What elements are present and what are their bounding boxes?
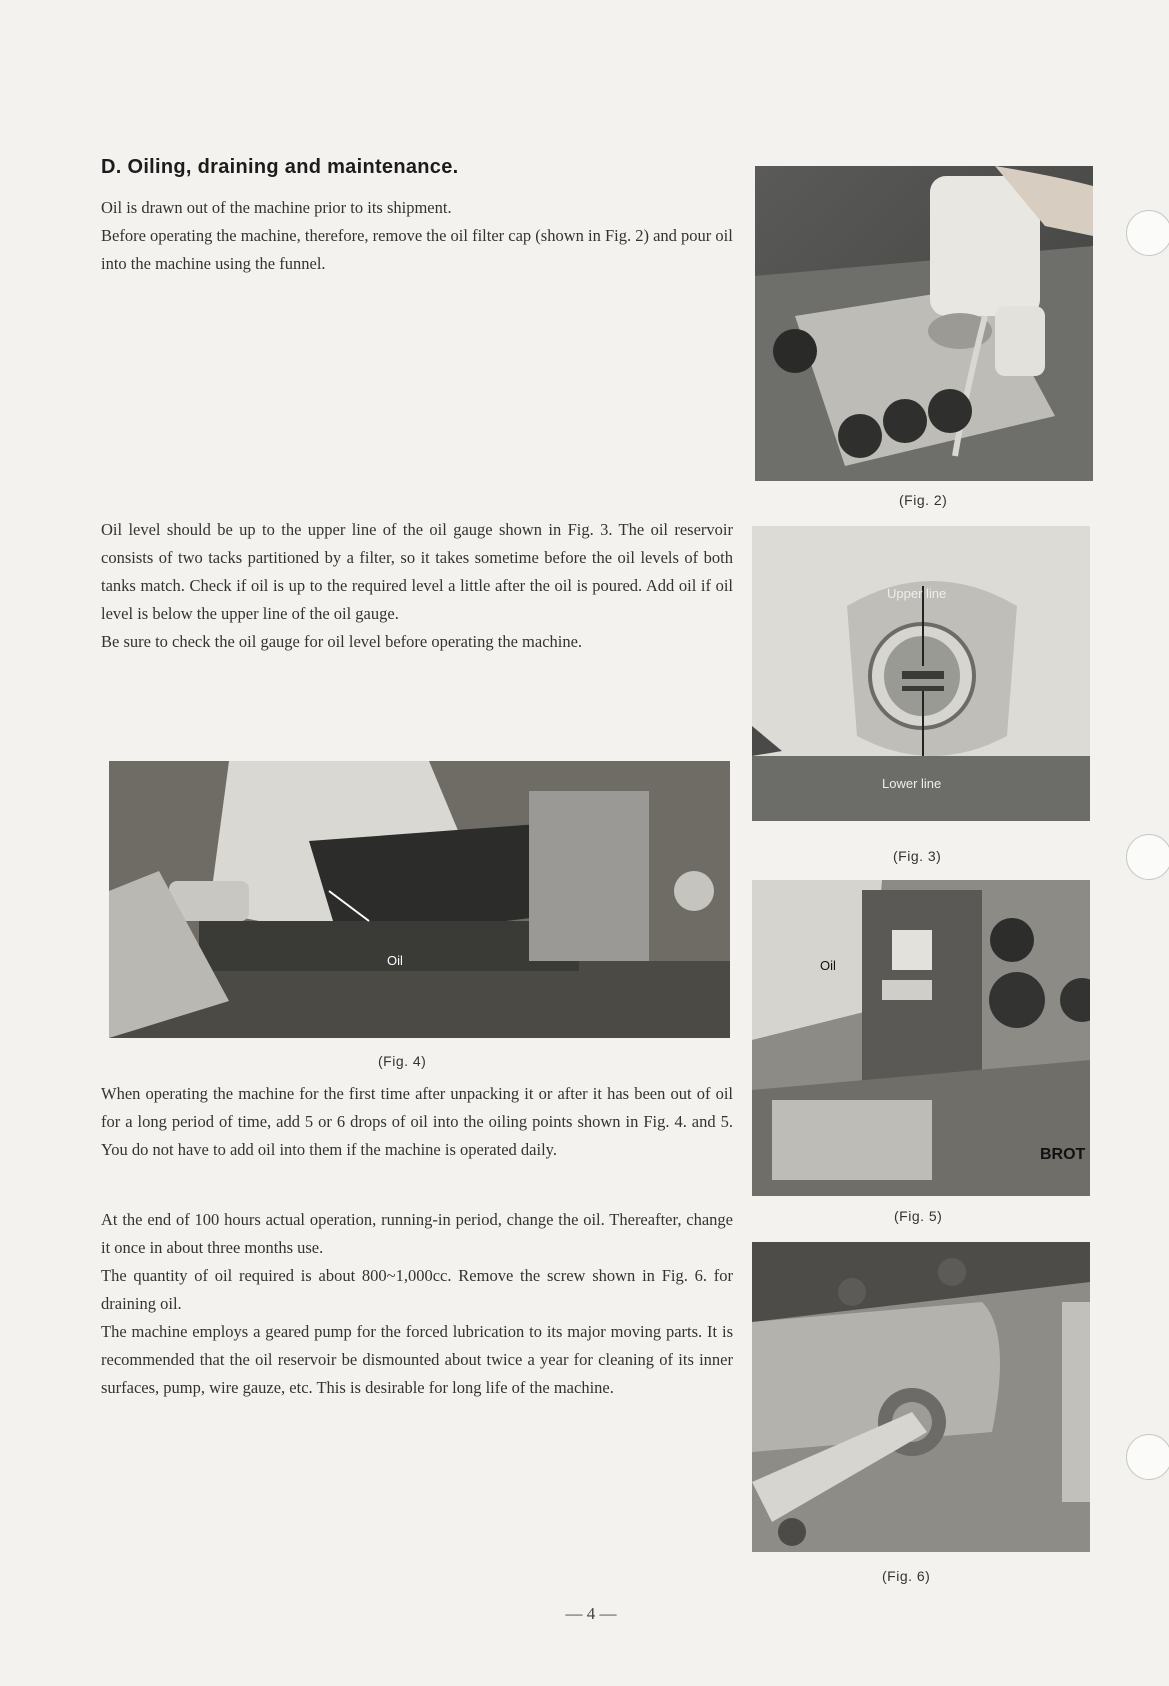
paragraph-oil-level xyxy=(101,516,733,656)
lower-line-label: Lower line xyxy=(882,776,942,791)
oil-label-fig5: Oil xyxy=(820,958,836,973)
binder-hole-icon xyxy=(1126,1434,1169,1480)
binder-hole-icon xyxy=(1126,834,1169,880)
page-number: — 4 — xyxy=(565,1604,617,1623)
text-line: Before operating the machine, therefore, remove the oil filter cap (shown in Fig. 2) and pour oil into the machine using the funnel. xyxy=(101,226,733,273)
text-line: The machine employs a geared pump for the forced lubrication to its major moving parts. It is recommended that the oil reservoir be dismounted about twice a year for cleaning of its inner surfaces, pump, wire gauze, etc. This is desirable for long life of the machine. xyxy=(101,1322,733,1397)
figure-3-caption: (Fig. 3) xyxy=(893,848,942,864)
text-line: When operating the machine for the first time after unpacking it or after it has been out of oil for a long period of time, add 5 or 6 drops of oil into the oiling points shown in Fig. 4. and 5. You do not have to add oil into them if the machine is operated daily. xyxy=(101,1084,733,1159)
text-line: Oil level should be up to the upper line of the oil gauge shown in Fig. 3. The oil reservoir consists of two tacks partitioned by a filter, so it takes sometime before the oil levels of both tanks match. Check if oil is up to the required level a little after the oil is poured. Add oil if oil level is below the upper line of the oil gauge. xyxy=(101,520,733,623)
paragraph-oiling-points xyxy=(101,1080,733,1164)
text-line: Be sure to check the oil gauge for oil level before operating the machine. xyxy=(101,632,583,651)
figure-4-photo xyxy=(109,761,730,1038)
figure-6-photo xyxy=(752,1242,1090,1552)
paragraph-intro xyxy=(101,194,733,278)
text-line: The quantity of oil required is about 800~1,000cc. Remove the screw shown in Fig. 6. for draining oil. xyxy=(101,1266,733,1313)
text-line: At the end of 100 hours actual operation, running-in period, change the oil. Thereafter, change it once in about three months use. xyxy=(101,1210,733,1257)
section-heading: D. Oiling, draining and maintenance. xyxy=(101,156,459,178)
figure-3-photo xyxy=(752,526,1090,821)
figure-6-caption: (Fig. 6) xyxy=(882,1568,931,1584)
binder-hole-icon xyxy=(1126,210,1169,256)
oil-label-fig4: Oil xyxy=(387,953,403,968)
upper-line-label: Upper line xyxy=(887,586,947,601)
figure-4-caption: (Fig. 4) xyxy=(378,1053,427,1069)
figure-2-photo xyxy=(755,166,1093,481)
paragraph-maintenance xyxy=(101,1206,733,1402)
figure-5-caption: (Fig. 5) xyxy=(894,1208,943,1224)
brand-fragment: BROT xyxy=(1040,1146,1086,1163)
figure-5-photo xyxy=(752,880,1090,1196)
figure-2-caption: (Fig. 2) xyxy=(899,492,948,508)
text-line: Oil is drawn out of the machine prior to its shipment. xyxy=(101,198,452,217)
